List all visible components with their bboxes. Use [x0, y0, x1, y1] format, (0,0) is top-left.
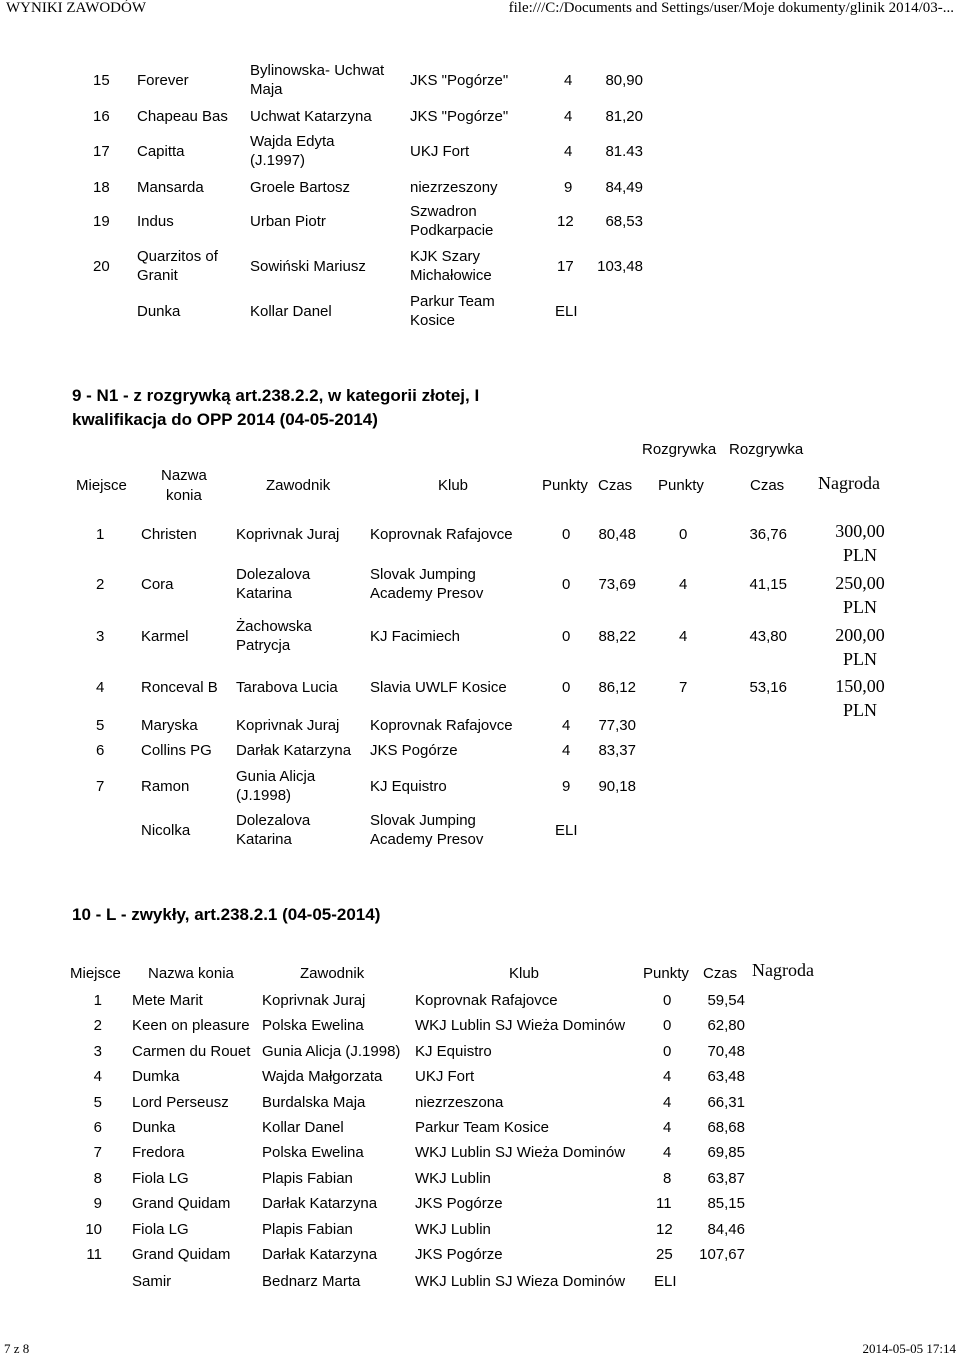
rider-name: Plapis Fabian [262, 1169, 353, 1187]
club-name: Koprovnak Rafajovce [370, 716, 513, 734]
club-name: Podkarpacie [410, 222, 494, 239]
horse-name: Chapeau Bas [137, 107, 228, 125]
col-rozgrywka-czas: Czas [750, 477, 785, 494]
horse-name: Grand Quidam [132, 1246, 231, 1263]
rider-name: Polska Ewelina [262, 1017, 364, 1035]
club-name: WKJ Lublin SJ Wieża Dominów [415, 1144, 626, 1162]
club-name: JKS "Pogórze" [410, 107, 509, 125]
points: 4 [663, 1093, 672, 1111]
placement: 2 [93, 1017, 102, 1035]
col-miejsce: Miejsce [70, 965, 121, 982]
placement: 9 [93, 1195, 102, 1213]
placement: 3 [96, 628, 105, 645]
page-header-title: WYNIKI ZAWODÓW [6, 0, 147, 16]
points: ELI [555, 303, 578, 320]
club-name: JKS Pogórze [415, 1246, 503, 1263]
col-miejsce: Miejsce [76, 477, 127, 494]
placement: 17 [93, 143, 110, 160]
rider-name: Koprivnak Juraj [262, 992, 366, 1009]
col-zawodnik: Zawodnik [300, 965, 365, 982]
time: 62,80 [707, 1017, 745, 1035]
points: 0 [663, 1017, 672, 1035]
points: 0 [562, 526, 571, 543]
club-name: Academy Presov [370, 831, 484, 848]
rider-name: Darłak Katarzyna [262, 1195, 378, 1213]
col-rozgrywka-2: Rozgrywka [729, 441, 804, 458]
jumpoff-time: 36,76 [749, 526, 787, 543]
club-name: KJ Equistro [370, 777, 447, 795]
club-name: Slavia UWLF Kosice [370, 678, 507, 696]
col-rozgrywka-punkty: Punkty [658, 477, 704, 494]
club-name: WKJ Lublin [415, 1220, 491, 1238]
prize-amount: PLN [842, 700, 877, 720]
club-name: Slovak Jumping [370, 812, 476, 829]
time: 68,53 [605, 213, 643, 230]
time: 83,37 [598, 742, 636, 759]
col-nagroda: Nagroda [752, 960, 814, 980]
prize-amount: PLN [842, 649, 877, 669]
horse-name: Samir [132, 1272, 172, 1290]
rider-name: Urban Piotr [250, 212, 326, 230]
placement: 6 [96, 742, 105, 759]
time: 86,12 [598, 679, 636, 696]
rider-name: Bednarz Marta [262, 1272, 361, 1290]
club-name: Szwadron [410, 203, 477, 220]
col-punkty: Punkty [542, 477, 588, 494]
time: 80,90 [605, 72, 643, 89]
club-name: UKJ Fort [410, 142, 470, 160]
col-czas: Czas [703, 965, 738, 982]
horse-name: Dumka [132, 1068, 180, 1086]
placement: 4 [96, 679, 105, 696]
points: 25 [656, 1246, 673, 1263]
horse-name: Mansarda [137, 178, 204, 196]
placement: 3 [93, 1042, 102, 1060]
points: 4 [562, 742, 571, 759]
club-name: JKS "Pogórze" [410, 71, 509, 89]
prize-amount: PLN [842, 545, 877, 565]
section-9-title-line2: kwalifikacja do OPP 2014 (04-05-2014) [72, 410, 378, 429]
jumpoff-points: 7 [679, 679, 688, 696]
club-name: KJK Szary [410, 248, 481, 265]
rider-name: Kollar Danel [250, 302, 332, 320]
time: 81,20 [605, 108, 643, 125]
horse-name: Ramon [141, 777, 190, 795]
prize-amount: PLN [842, 597, 877, 617]
placement: 6 [93, 1119, 102, 1136]
club-name: WKJ Lublin SJ Wieza Dominów [415, 1272, 626, 1290]
horse-name: Mete Marit [132, 992, 203, 1009]
points: 8 [663, 1169, 672, 1187]
time: 66,31 [707, 1093, 745, 1111]
page-header-url: file:///C:/Documents and Settings/user/Moje dokumenty/glinik 2014/03-... [508, 0, 954, 16]
horse-name: Fiola LG [132, 1169, 189, 1187]
time: 81.43 [605, 143, 643, 160]
points: 12 [656, 1220, 673, 1238]
horse-name: Indus [137, 212, 174, 230]
placement: 11 [86, 1246, 102, 1263]
rider-name: Burdalska Maja [262, 1093, 366, 1111]
points: 9 [562, 778, 571, 795]
col-nagroda: Nagroda [818, 473, 880, 493]
jumpoff-points: 0 [679, 526, 688, 543]
club-name: WKJ Lublin [415, 1169, 491, 1187]
placement: 1 [93, 992, 102, 1009]
col-rozgrywka-1: Rozgrywka [642, 441, 717, 458]
club-name: Academy Presov [370, 585, 484, 602]
rider-name: Polska Ewelina [262, 1144, 364, 1162]
rider-name: Groele Bartosz [250, 178, 351, 196]
time: 59,54 [707, 992, 745, 1009]
col-konia: konia [166, 487, 202, 504]
rider-name: Dolezalova [236, 566, 311, 583]
placement: 4 [93, 1068, 102, 1086]
time: 70,48 [707, 1042, 745, 1060]
points: 0 [562, 576, 571, 593]
horse-name: Maryska [141, 716, 198, 734]
points: 4 [562, 717, 571, 734]
points: 12 [557, 213, 574, 230]
club-name: Koprovnak Rafajovce [415, 992, 558, 1009]
rider-name: Maja [250, 81, 283, 98]
points: 0 [663, 992, 672, 1009]
club-name: WKJ Lublin SJ Wieża Dominów [415, 1017, 626, 1035]
time: 63,48 [707, 1068, 745, 1086]
club-name: Parkur Team Kosice [415, 1119, 549, 1136]
club-name: Kosice [410, 312, 456, 329]
rider-name: Tarabova Lucia [236, 678, 338, 696]
points: 4 [663, 1119, 672, 1136]
placement: 5 [93, 1093, 102, 1111]
rider-name: (J.1997) [250, 152, 306, 169]
horse-name: Grand Quidam [132, 1195, 231, 1213]
time: 88,22 [598, 628, 636, 645]
col-klub: Klub [509, 965, 540, 982]
horse-name: Fiola LG [132, 1220, 189, 1238]
points: 17 [557, 258, 574, 275]
rider-name: Kollar Danel [262, 1119, 344, 1136]
section-10-title: 10 - L - zwykły, art.238.2.1 (04-05-2014) [72, 905, 381, 924]
col-punkty: Punkty [643, 965, 689, 982]
placement: 1 [96, 526, 105, 543]
horse-name: Cora [141, 575, 174, 593]
horse-name: Quarzitos of [137, 248, 218, 265]
time: 85,15 [707, 1195, 745, 1213]
page-footer-number: 7 z 8 [4, 1341, 30, 1356]
club-name: Michałowice [410, 267, 492, 284]
rider-name: Katarina [236, 831, 292, 848]
prize-amount: 150,00 [835, 676, 885, 696]
rider-name: (J.1998) [236, 787, 292, 804]
placement: 20 [93, 258, 110, 275]
placement: 5 [96, 717, 105, 734]
placement: 18 [93, 179, 110, 196]
points: 9 [564, 179, 573, 196]
placement: 19 [93, 213, 110, 230]
points: 4 [564, 108, 573, 125]
rider-name: Żachowska [236, 618, 312, 635]
rider-name: Patrycja [236, 637, 291, 654]
horse-name: Keen on pleasure [132, 1017, 250, 1035]
time: 90,18 [598, 778, 636, 795]
points: ELI [654, 1272, 677, 1290]
points: 4 [564, 72, 573, 89]
time: 68,68 [707, 1119, 745, 1136]
points: 4 [663, 1068, 672, 1086]
rider-name: Koprivnak Juraj [236, 716, 340, 734]
section-9-title-line1: 9 - N1 - z rozgrywką art.238.2.2, w kategorii złotej, I [72, 386, 480, 405]
time: 63,87 [707, 1169, 745, 1187]
jumpoff-points: 4 [679, 628, 688, 645]
time: 73,69 [598, 576, 636, 593]
time: 80,48 [598, 526, 636, 543]
club-name: niezrzeszona [415, 1093, 504, 1111]
rider-name: Gunia Alicja (J.1998) [262, 1042, 401, 1060]
horse-name: Collins PG [141, 741, 212, 759]
club-name: UKJ Fort [415, 1068, 475, 1086]
col-nazwa-konia: Nazwa konia [148, 965, 234, 982]
placement: 8 [93, 1169, 102, 1187]
horse-name: Karmel [141, 627, 189, 645]
club-name: Slovak Jumping [370, 566, 476, 583]
prize-amount: 250,00 [835, 573, 885, 593]
placement: 2 [96, 576, 105, 593]
time: 69,85 [707, 1144, 745, 1162]
horse-name: Nicolka [141, 821, 191, 839]
points: 4 [564, 143, 573, 160]
rider-name: Koprivnak Juraj [236, 525, 340, 543]
horse-name: Dunka [132, 1119, 176, 1136]
col-klub: Klub [438, 477, 469, 494]
rider-name: Bylinowska- Uchwat [250, 62, 385, 79]
time: 84,49 [605, 179, 643, 196]
points: 0 [562, 628, 571, 645]
placement: 10 [85, 1220, 102, 1238]
prize-amount: 200,00 [835, 625, 885, 645]
time: 103,48 [597, 258, 643, 275]
col-nazwa: Nazwa [161, 467, 207, 484]
horse-name: Dunka [137, 302, 181, 320]
points: ELI [555, 822, 578, 839]
club-name: KJ Facimiech [370, 627, 461, 645]
points: 0 [562, 679, 571, 696]
club-name: Parkur Team [410, 293, 495, 310]
rider-name: Gunia Alicja [236, 768, 316, 785]
points: 0 [663, 1042, 672, 1060]
jumpoff-time: 53,16 [749, 679, 787, 696]
club-name: Koprovnak Rafajovce [370, 525, 513, 543]
rider-name: Plapis Fabian [262, 1220, 353, 1238]
horse-name: Lord Perseusz [132, 1093, 229, 1111]
jumpoff-time: 41,15 [749, 576, 787, 593]
jumpoff-points: 4 [679, 576, 688, 593]
rider-name: Dolezalova [236, 812, 311, 829]
col-zawodnik: Zawodnik [266, 477, 331, 494]
rider-name: Darłak Katarzyna [262, 1246, 378, 1263]
placement: 7 [93, 1144, 102, 1162]
club-name: JKS Pogórze [370, 741, 458, 759]
rider-name: Sowiński Mariusz [250, 257, 366, 275]
page-footer-datetime: 2014-05-05 17:14 [862, 1341, 956, 1356]
placement: 15 [93, 72, 110, 89]
horse-name: Capitta [137, 142, 185, 160]
rider-name: Wajda Edyta [250, 133, 335, 150]
time: 107,67 [699, 1246, 745, 1263]
horse-name: Fredora [132, 1144, 185, 1162]
horse-name: Forever [137, 71, 189, 89]
points: 4 [663, 1144, 672, 1162]
rider-name: Wajda Małgorzata [262, 1068, 383, 1086]
time: 84,46 [707, 1220, 745, 1238]
placement: 16 [93, 108, 110, 125]
jumpoff-time: 43,80 [749, 628, 787, 645]
placement: 7 [96, 778, 105, 795]
horse-name: Carmen du Rouet [132, 1042, 251, 1060]
horse-name: Ronceval B [141, 678, 218, 696]
club-name: KJ Equistro [415, 1042, 492, 1060]
rider-name: Darłak Katarzyna [236, 741, 352, 759]
rider-name: Uchwat Katarzyna [250, 107, 372, 125]
club-name: JKS Pogórze [415, 1195, 503, 1213]
points: 11 [656, 1195, 672, 1213]
horse-name: Christen [141, 525, 197, 543]
prize-amount: 300,00 [835, 521, 885, 541]
rider-name: Katarina [236, 585, 292, 602]
col-czas: Czas [598, 477, 633, 494]
club-name: niezrzeszony [410, 178, 498, 196]
time: 77,30 [598, 717, 636, 734]
horse-name: Granit [137, 267, 178, 284]
